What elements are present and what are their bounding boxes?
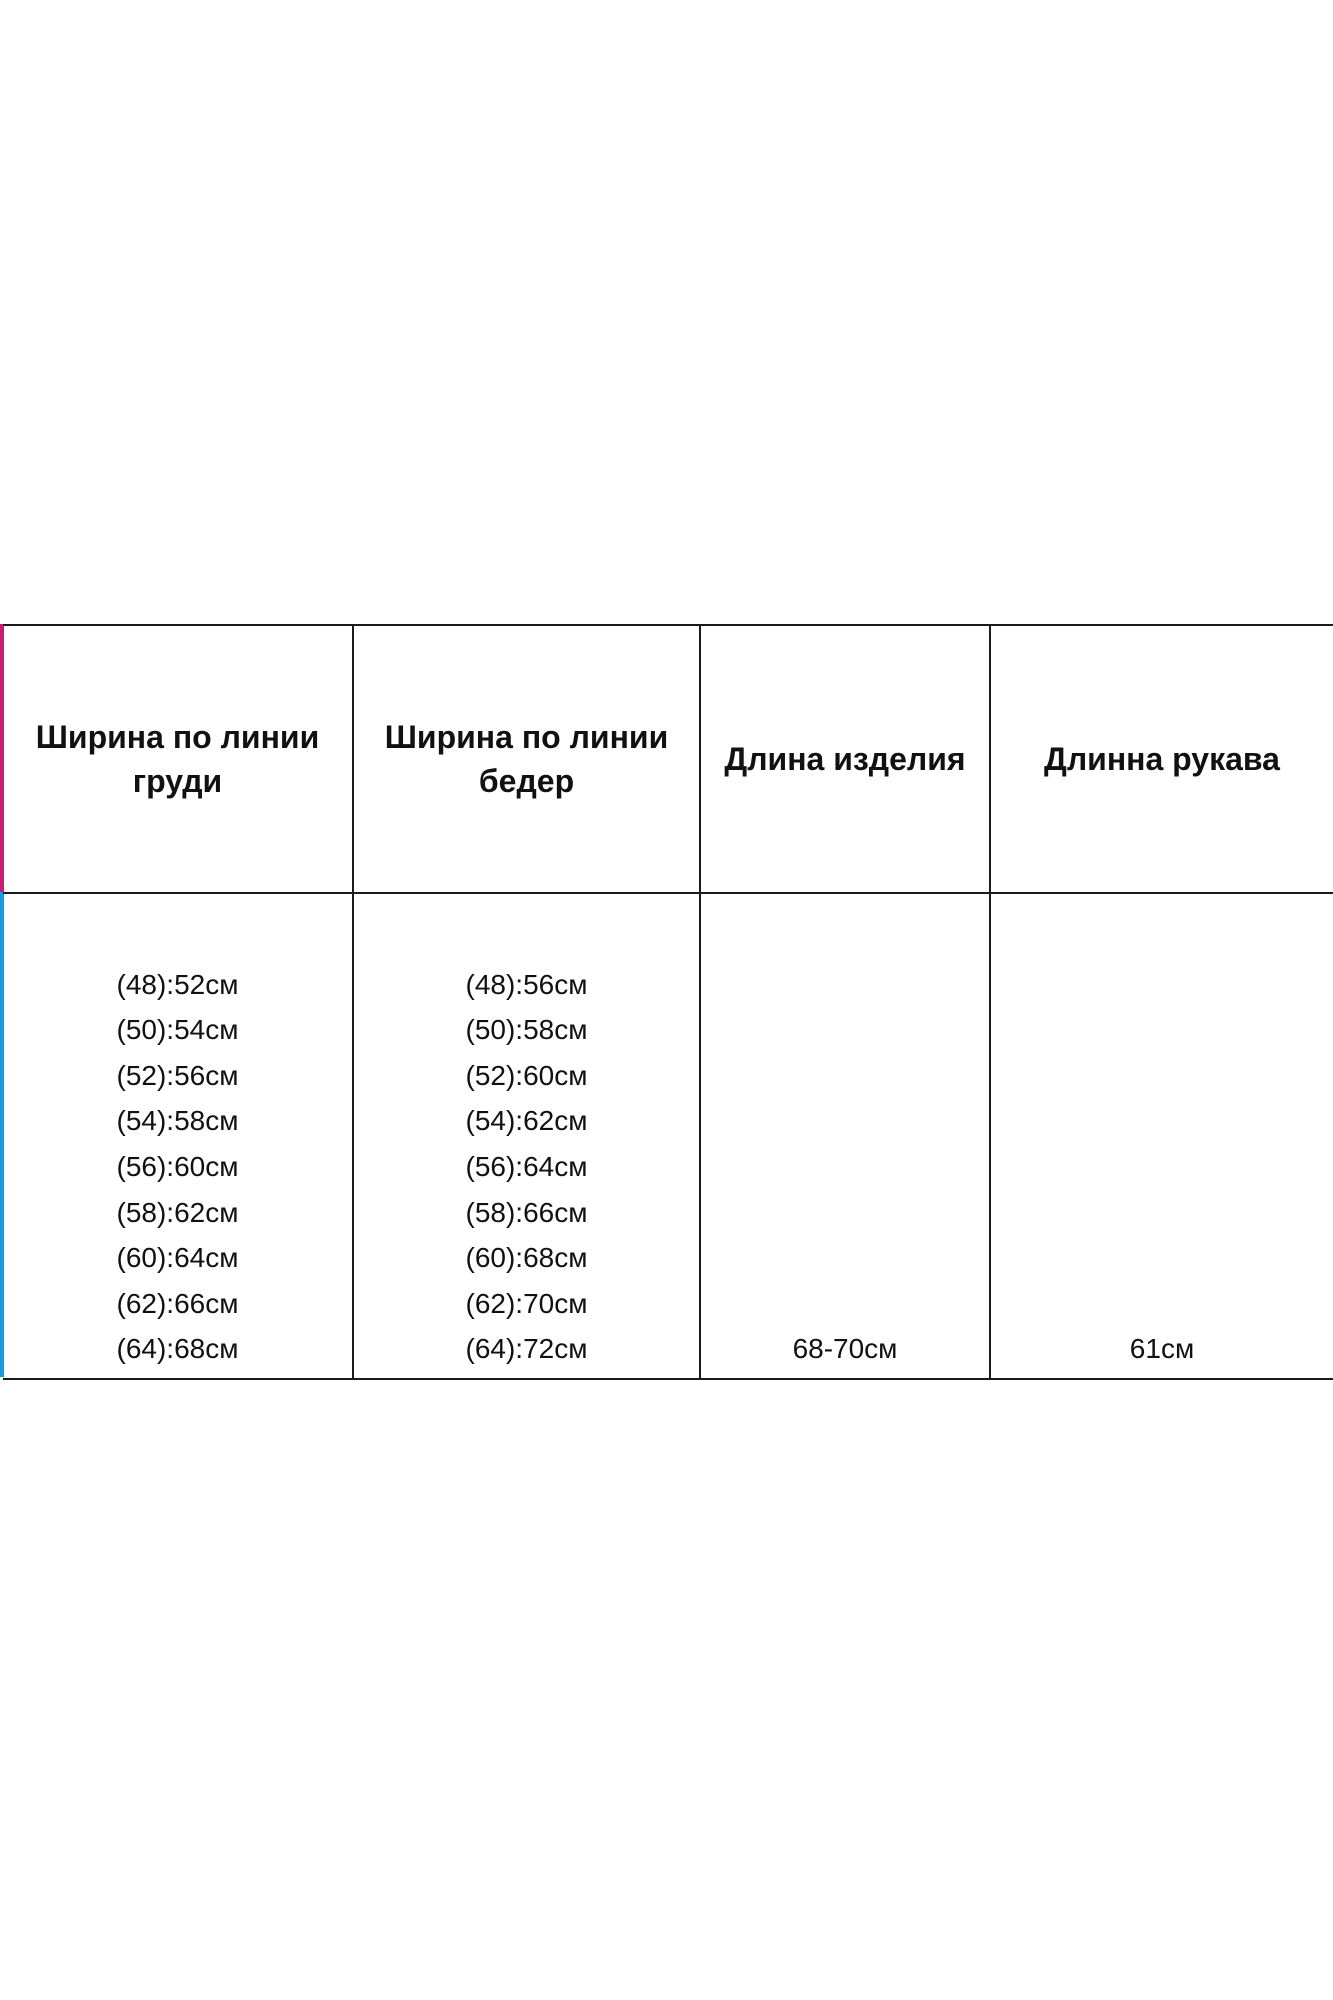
header-garment-length: Длина изделия (724, 741, 966, 777)
header-cell-length (700, 625, 990, 893)
list-item: (58):62см (116, 1196, 239, 1228)
list-item: (64):68см (116, 1333, 239, 1365)
list-item: (60):68см (465, 1242, 588, 1274)
chest-values-cell (3, 893, 353, 1379)
list-item: (62):70см (465, 1287, 588, 1319)
list-item: (56):60см (116, 1151, 239, 1183)
list-item: (62):66см (116, 1287, 239, 1319)
header-chest-width: Ширина по линии груди (35, 719, 320, 799)
list-item: (52):60см (465, 1059, 588, 1091)
hip-values-cell (353, 893, 700, 1379)
list-item: (60):64см (116, 1242, 239, 1274)
size-chart (0, 624, 1333, 1377)
hip-values-list (354, 962, 699, 1378)
list-item: (54):58см (116, 1105, 239, 1137)
length-value-cell (700, 893, 990, 1379)
garment-length-value: 68-70см (792, 1333, 898, 1365)
table-header-row (3, 625, 1333, 893)
list-item: (54):62см (465, 1105, 588, 1137)
sleeve-length-value: 61см (1129, 1333, 1195, 1365)
sleeve-value-cell (990, 893, 1333, 1379)
list-item: (52):56см (116, 1059, 239, 1091)
list-item: (48):56см (465, 968, 588, 1000)
list-item: (50):58см (465, 1014, 588, 1046)
header-sleeve-length: Длинна рукава (1044, 741, 1280, 777)
size-table (3, 624, 1333, 1380)
header-cell-sleeve (990, 625, 1333, 893)
header-hip-width: Ширина по линии бедер (384, 719, 669, 799)
list-item: (50):54см (116, 1014, 239, 1046)
table-row (3, 893, 1333, 1379)
list-item: (64):72см (465, 1333, 588, 1365)
list-item: (48):52см (116, 968, 239, 1000)
header-cell-chest (3, 625, 353, 893)
list-item: (58):66см (465, 1196, 588, 1228)
list-item: (56):64см (465, 1151, 588, 1183)
header-cell-hips (353, 625, 700, 893)
chest-values-list (3, 962, 352, 1378)
